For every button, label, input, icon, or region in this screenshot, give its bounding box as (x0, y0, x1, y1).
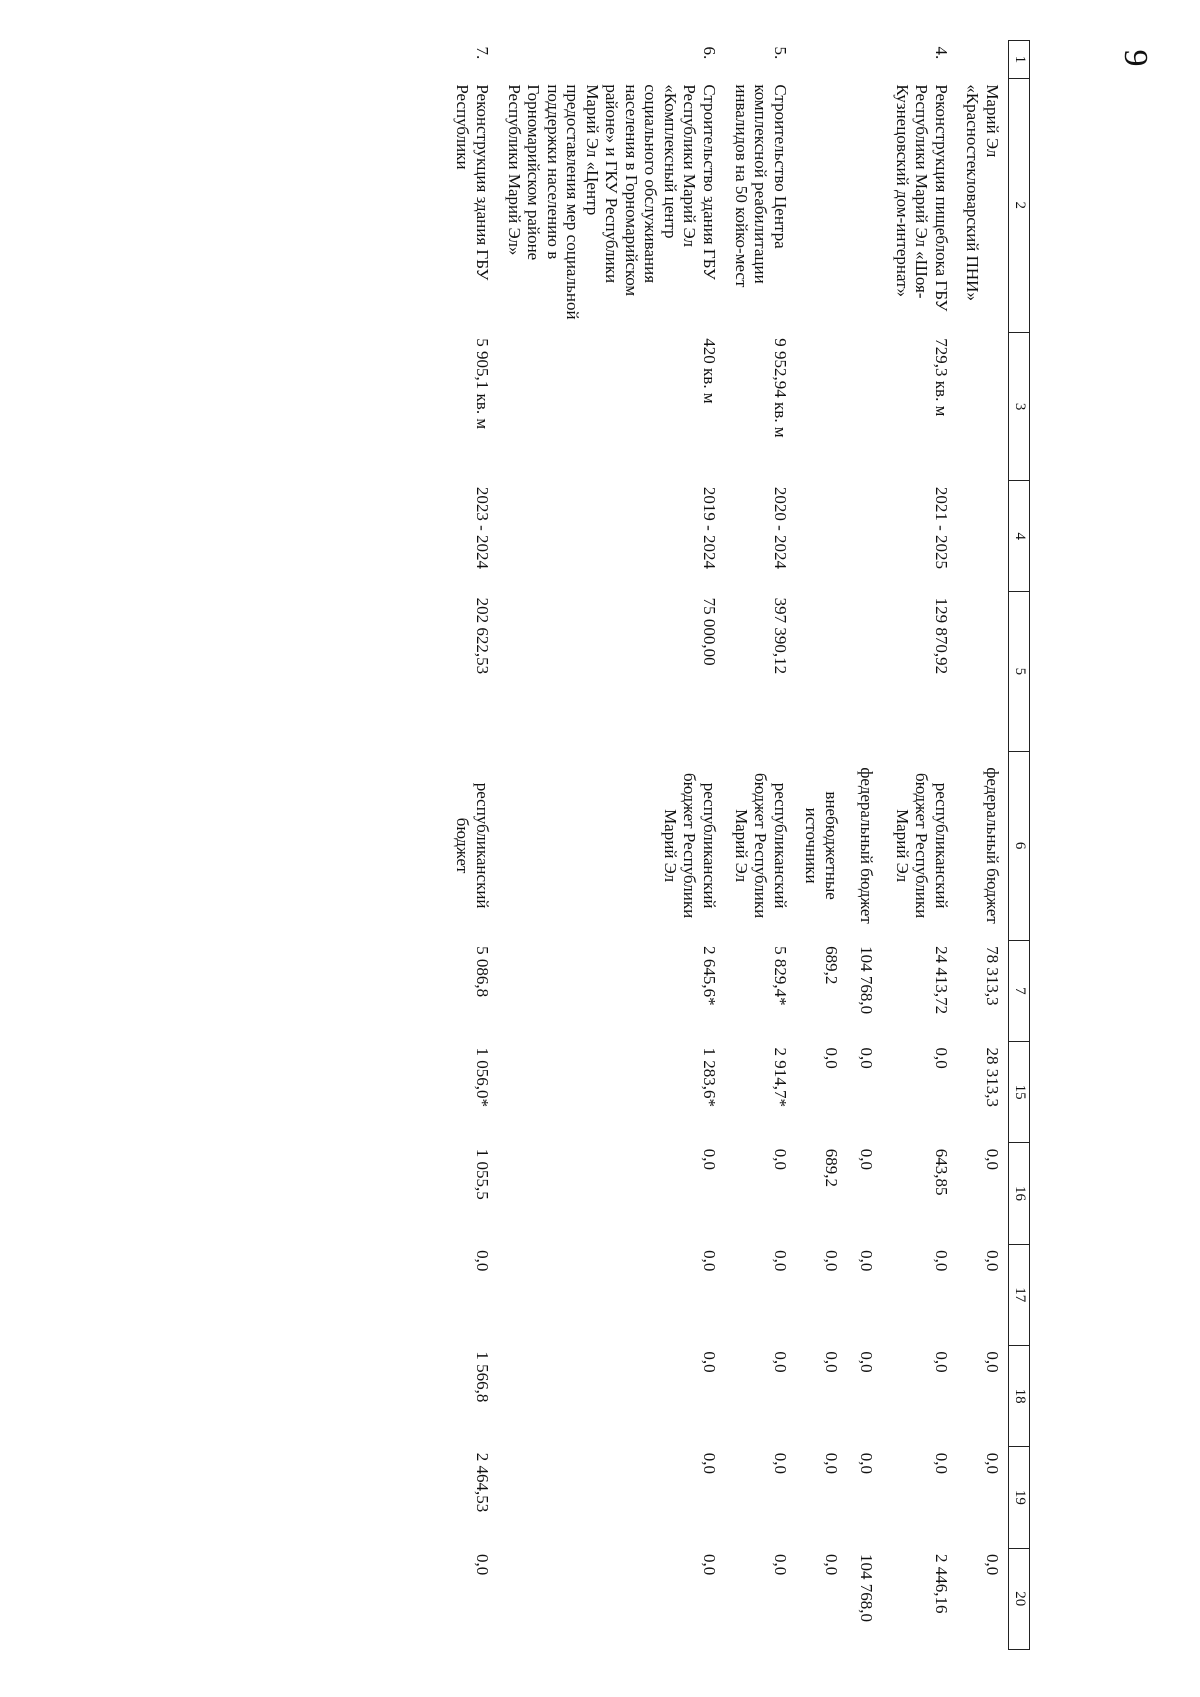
table-cell-v17: 0,0 (857, 1250, 877, 1272)
table-cell-v15: 1 283,6* (699, 1047, 719, 1107)
table-cell-v15: 0,0 (821, 1047, 841, 1069)
table-cell-v19: 0,0 (857, 1452, 877, 1474)
column-header: 6 (1009, 751, 1030, 940)
table-cell-source: федеральный бюджет (983, 767, 1002, 924)
table-cell-v7: 104 768,0 (857, 946, 877, 1015)
table-cell-v17: 0,0 (472, 1250, 492, 1272)
table-cell-v20: 0,0 (983, 1554, 1002, 1576)
table-cell-name (851, 78, 887, 332)
table-cell-source: республиканский бюджет (453, 782, 492, 909)
column-header: 20 (1009, 1548, 1030, 1649)
table-cell-v7: 689,2 (821, 946, 841, 985)
table-row (498, 41, 725, 1650)
budget-table (447, 40, 1030, 1650)
table-row (796, 41, 851, 1650)
table-cell-v20: 2 446,16 (931, 1554, 951, 1614)
table-row (886, 41, 957, 1650)
table-cell-v15: 1 056,0* (472, 1047, 492, 1107)
table-cell-v16: 0,0 (770, 1148, 790, 1171)
table-cell-total: 75 000,00 (699, 597, 719, 666)
column-header: 17 (1009, 1244, 1030, 1345)
table-cell-period (796, 481, 851, 592)
table-cell-v17: 0,0 (770, 1250, 790, 1272)
table-cell-v7: 5 829,4* (770, 946, 790, 1006)
table-cell-v17: 0,0 (821, 1250, 841, 1272)
column-header: 18 (1009, 1345, 1030, 1446)
table-cell-no: 7. (472, 46, 492, 60)
table-cell-v16: 643,85 (931, 1148, 951, 1196)
table-row (851, 41, 887, 1650)
table-cell-v20: 0,0 (472, 1554, 492, 1576)
table-cell-area: 420 кв. м (699, 338, 719, 404)
table-cell-v19: 0,0 (699, 1452, 719, 1474)
table-cell-v17: 0,0 (983, 1250, 1002, 1272)
table-cell-total: 129 870,92 (931, 597, 951, 675)
table-cell-no (957, 41, 1009, 79)
table-cell-no: 5. (770, 46, 790, 60)
table-cell-no: 4. (931, 46, 951, 60)
table-cell-name: Строительство здания ГБУ Республики Марий Эл «Комплексный центр социального обслуживания населения в Горномарийском районе» и ГКУ Республики Марий Эл «Центр предоставления мер социальной поддержки населению в Горномарийском районе Республики Марий Эл» (504, 84, 719, 320)
table-row (957, 41, 1009, 1650)
table-cell-name: Марий Эл «Красностекловарский ПНИ» (963, 84, 1002, 301)
table-cell-v17: 0,0 (699, 1250, 719, 1272)
page-number: 9 (1117, 49, 1154, 67)
table-cell-v15: 0,0 (857, 1047, 877, 1069)
table-cell-v18: 0,0 (699, 1351, 719, 1373)
table-cell-v16: 0,0 (983, 1148, 1002, 1171)
column-header: 19 (1009, 1447, 1030, 1548)
table-cell-v19: 0,0 (821, 1452, 841, 1474)
table-cell-area (796, 332, 851, 481)
table-cell-no (796, 41, 851, 79)
table-cell-v16: 1 055,5 (472, 1148, 492, 1200)
table-cell-area (957, 332, 1009, 481)
table-cell-v16: 0,0 (699, 1148, 719, 1171)
table-cell-v18: 0,0 (931, 1351, 951, 1373)
rotated-table-page (185, 40, 1030, 1650)
table-cell-period: 2021 - 2025 (931, 486, 951, 570)
table-cell-area (851, 332, 887, 481)
table-cell-v19: 0,0 (983, 1452, 1002, 1474)
table-cell-v15: 2 914,7* (770, 1047, 790, 1107)
table-cell-period: 2023 - 2024 (472, 486, 492, 570)
table-cell-area: 5 905,1 кв. м (472, 338, 492, 430)
table-cell-name: Реконструкция здания ГБУ Республики (453, 84, 492, 281)
table-cell-name: Строительство Центра комплексной реабилитации инвалидов на 50 койко-мест (731, 84, 790, 288)
column-header: 2 (1009, 78, 1030, 332)
table-cell-v18: 0,0 (857, 1351, 877, 1373)
table-cell-v20: 0,0 (770, 1554, 790, 1576)
table-cell-v7: 24 413,72 (931, 946, 951, 1015)
table-row (447, 41, 498, 1650)
table-cell-v20: 104 768,0 (857, 1554, 877, 1623)
table-cell-v18: 1 566,8 (472, 1351, 492, 1403)
table-cell-v19: 0,0 (931, 1452, 951, 1474)
table-cell-no: 6. (699, 46, 719, 60)
table-cell-source: федеральный бюджет (857, 767, 877, 924)
column-header: 16 (1009, 1143, 1030, 1244)
table-cell-v15: 0,0 (931, 1047, 951, 1069)
table-cell-total (851, 592, 887, 751)
table-cell-v19: 0,0 (770, 1452, 790, 1474)
table-cell-total: 397 390,12 (770, 597, 790, 675)
column-header: 3 (1009, 332, 1030, 481)
table-cell-source: внебюджетные источники (802, 791, 841, 900)
column-header: 15 (1009, 1041, 1030, 1142)
table-cell-v7: 2 645,6* (699, 946, 719, 1006)
table-cell-period (957, 481, 1009, 592)
column-header: 1 (1009, 41, 1030, 79)
table-cell-period (851, 481, 887, 592)
table-cell-v7: 78 313,3 (983, 946, 1002, 1006)
table-cell-no (851, 41, 887, 79)
table-cell-area: 9 952,94 кв. м (770, 338, 790, 438)
table-cell-v18: 0,0 (821, 1351, 841, 1373)
table-cell-v20: 0,0 (699, 1554, 719, 1576)
table-cell-v20: 0,0 (821, 1554, 841, 1576)
table-cell-v16: 0,0 (857, 1148, 877, 1171)
column-header: 4 (1009, 481, 1030, 592)
table-cell-v16: 689,2 (821, 1148, 841, 1188)
table-row (725, 41, 796, 1650)
table-cell-v7: 5 086,8 (472, 946, 492, 998)
table-cell-name: Реконструкция пищеблока ГБУ Республики Марий Эл «Шоя-Кузнецовский дом-интернат» (892, 84, 951, 312)
table-cell-source: республиканский бюджет Республики Марий Эл (660, 773, 719, 919)
table-cell-total: 202 622,53 (472, 597, 492, 675)
table-cell-total (957, 592, 1009, 751)
table-cell-v19: 2 464,53 (472, 1452, 492, 1513)
table-cell-area: 729,3 кв. м (931, 338, 951, 417)
table-cell-v18: 0,0 (770, 1351, 790, 1373)
table-cell-source: республиканский бюджет Республики Марий Эл (731, 773, 790, 919)
table-cell-v18: 0,0 (983, 1351, 1002, 1373)
table-cell-period: 2019 - 2024 (699, 486, 719, 570)
column-header: 7 (1009, 940, 1030, 1041)
table-cell-total (796, 592, 851, 751)
column-header: 5 (1009, 592, 1030, 751)
table-cell-v17: 0,0 (931, 1250, 951, 1272)
table-cell-v15: 28 313,3 (983, 1047, 1002, 1107)
table-cell-source: республиканский бюджет Республики Марий Эл (892, 773, 951, 919)
table-cell-period: 2020 - 2024 (770, 486, 790, 570)
table-cell-name (796, 78, 851, 332)
column-number-row (1009, 41, 1030, 1650)
